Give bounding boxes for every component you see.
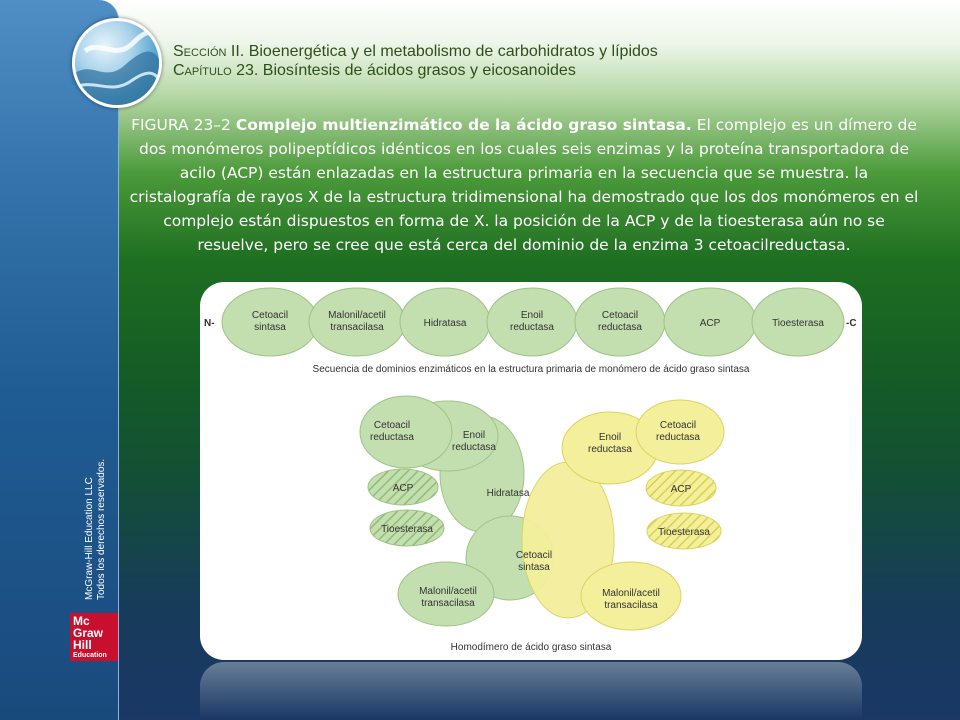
section-label: Sección II. <box>173 43 245 60</box>
seq-label-2a: Malonil/acetil <box>328 310 386 321</box>
figure-panel <box>200 282 862 660</box>
g-acp: ACP <box>392 483 414 494</box>
sequence-caption: Secuencia de dominios enzimáticos en la estructura primaria de monómero de ácido graso sintasa <box>312 364 750 375</box>
dimer-caption: Homodímero de ácido graso sintasa <box>450 642 612 653</box>
c-terminus-label: -C <box>846 318 857 329</box>
y-cr-1: Cetoacil <box>659 420 697 431</box>
seq-label-4a: Enoil <box>520 310 544 321</box>
seq-label-5a: Cetoacil <box>601 310 639 321</box>
y-er-2: reductasa <box>588 444 632 455</box>
section-heading <box>173 42 733 61</box>
fatty-acid-synthase-diagram <box>200 282 862 660</box>
seq-label-4b: reductasa <box>510 322 554 333</box>
chapter-heading <box>173 61 733 80</box>
g-cs-1: Cetoacil <box>515 550 553 561</box>
seq-label-6a: ACP <box>699 318 721 329</box>
seq-label-1b: sintasa <box>254 322 286 333</box>
seq-label-1a: Cetoacil <box>251 310 289 321</box>
copyright-credit <box>84 430 108 600</box>
g-cs-2: sintasa <box>518 562 550 573</box>
abstract-wave-icon <box>75 21 159 105</box>
g-mal-1: Malonil/acetil <box>419 586 477 597</box>
figure-caption <box>128 113 920 257</box>
seq-label-7a: Tioesterasa <box>772 318 824 329</box>
y-tio: Tioesterasa <box>658 527 710 538</box>
section-logo-image <box>72 18 162 108</box>
figure-reflection <box>200 662 862 720</box>
g-er-1: Enoil <box>462 430 486 441</box>
chapter-label: Capítulo 23. <box>173 62 259 79</box>
g-cr-2: reductasa <box>370 432 414 443</box>
g-mal-2: transacilasa <box>421 598 475 609</box>
section-title: Bioenergética y el metabolismo de carbohidratos y lípidos <box>248 43 658 60</box>
y-mal-2: transacilasa <box>604 600 658 611</box>
y-er-1: Enoil <box>598 432 622 443</box>
figure-title: Complejo multienzimático de la ácido graso sintasa. <box>235 116 692 134</box>
seq-label-2b: transacilasa <box>330 322 384 333</box>
y-acp: ACP <box>670 484 692 495</box>
left-side-panel <box>0 0 119 720</box>
logo-line-1: Mc <box>73 614 90 628</box>
credit-line-1: McGraw-Hill Education LLC <box>84 477 95 600</box>
g-tio: Tioesterasa <box>381 524 433 535</box>
y-cr-2: reductasa <box>656 432 700 443</box>
credit-line-2: Todos los derechos reservados. <box>96 458 107 600</box>
figure-description: El complejo es un dímero de dos monómeros polipeptídicos idénticos en los cuales seis enzimas y la proteína transportadora de acilo (ACP) están enlazadas en la estructura primaria en la secuencia que se muestra. la cristalografía de rayos X de la estructura tridimensional ha demostrado que los dos monómeros en el complejo están dispuestos en forma de X. la posición de la ACP y de la tioesterasa aún no se resuelve, pero se cree que está cerca del dominio de la enzima 3 cetoacilreductasa. <box>129 116 919 254</box>
slide-header <box>173 42 733 80</box>
figure-label: FIGURA 23–2 <box>131 116 231 134</box>
y-mal-1: Malonil/acetil <box>602 588 660 599</box>
chapter-title: Biosíntesis de ácidos grasos y eicosanoides <box>262 62 576 79</box>
g-cr-1: Cetoacil <box>373 420 411 431</box>
g-hid: Hidratasa <box>486 488 530 499</box>
logo-line-3: Hill <box>73 638 92 652</box>
logo-line-4: Education <box>73 652 107 659</box>
g-er-2: reductasa <box>452 442 496 453</box>
mcgraw-hill-logo <box>70 613 118 661</box>
seq-label-5b: reductasa <box>598 322 642 333</box>
logo-line-2: Graw <box>73 626 104 640</box>
n-terminus-label: N- <box>204 318 215 329</box>
seq-label-3a: Hidratasa <box>423 318 467 329</box>
